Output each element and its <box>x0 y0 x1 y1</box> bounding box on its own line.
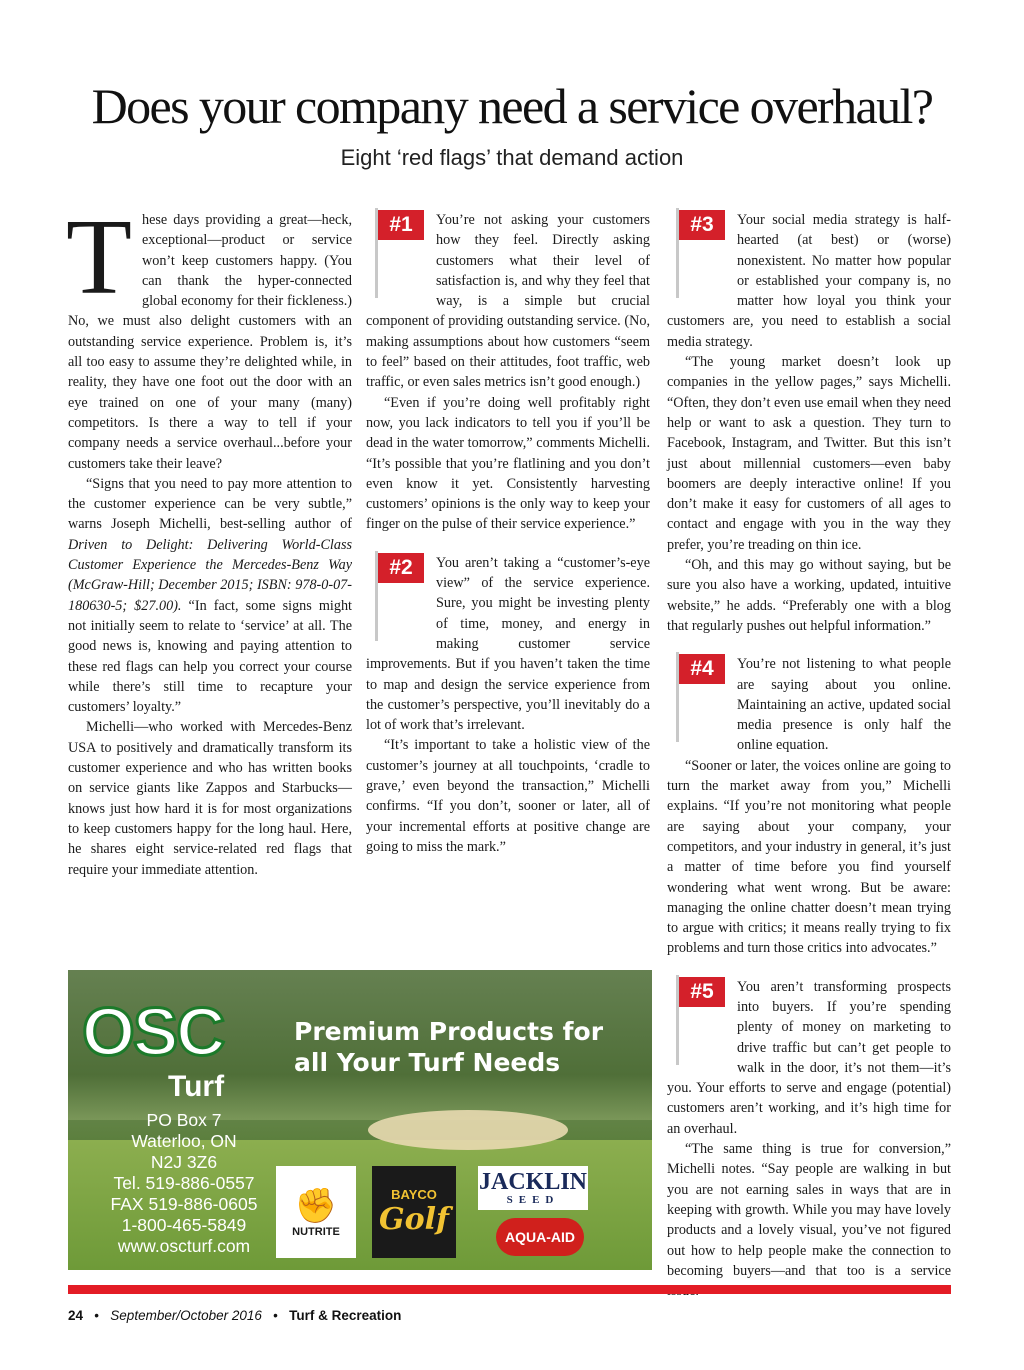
column-2 <box>366 210 650 857</box>
flag-5-quote: “The same thing is true for conversion,” Michelli notes. “Say people are walking in but you are not earning sales in ways that are in keeping with growth. While you may have lovely products and a lovely visual, you’ve not figured out how to help people make the connection to becoming buyers—and that too is a service <box>667 1141 951 1279</box>
ad-background-bunker <box>368 1110 568 1150</box>
intro-paragraph-1 <box>66 198 352 474</box>
flag-3-quote-2: “Oh, and this may go without saying, but be sure you also have a working, updated, intuitive website,” he adds. “Preferably one with a blog that regularly pushes out helpful information.” <box>667 557 951 634</box>
page-number: 24 <box>68 1308 84 1323</box>
page-footer <box>68 1308 401 1323</box>
ad-toll-free: 1-800-465-5849 <box>121 1215 247 1235</box>
intro-text-2c: “In fact, some signs might not initially seem to relate to ‘service’ at all. The good news is, knowing and paying attention to these red flags can help you correct your course while there’s still time to recapture your customers’ loyalty.” <box>68 597 352 716</box>
ad-headline: Premium Products for all Your Turf Needs <box>294 1017 604 1077</box>
red-flag-icon <box>366 549 428 643</box>
osc-turf-advertisement <box>68 970 652 1270</box>
article-title: Does your company need a service overhaul? <box>91 78 933 134</box>
flag-2-text: You aren’t taking a “customer’s-eye view” of the service experience. Sure, you might be investing plenty of time, money, and energy in making customer service improvements. But if you haven’t taken the time to map and design the service experience from the customer’s perspective, you’ll inevitably do a lot of work that’s irrelevant. <box>366 554 650 734</box>
nutrite-label: NUTRITE <box>292 1226 340 1238</box>
footer-red-rule <box>68 1285 951 1294</box>
flag-4-text: You’re not listening to what people are saying about you online. Maintaining an active, updated social media presence is only half the online equation. <box>737 656 951 754</box>
flag-number: #1 <box>389 213 413 236</box>
flag-4-quote: “Sooner or later, the voices online are going to turn the market away from you,” Michelli explains. “If you’re not monitoring what people are saying about your company, your competitors, and your industry in general, it’s just a matter of time before you find yourself wondering what went wrong. But be aware: managing the online chatter doesn’t mean trying to argue with critics; it means really trying to fix problems and turn those critics into advocates.” <box>667 757 951 957</box>
red-flag-section-3 <box>667 210 951 636</box>
ad-po-box: PO Box 7 <box>146 1110 222 1130</box>
red-flag-icon <box>667 650 729 744</box>
drop-cap: T <box>66 198 132 317</box>
osc-logo: OSC <box>82 994 224 1070</box>
ad-website: www.oscturf.com <box>117 1236 251 1256</box>
intro-text-1: hese days providing a great—heck, exceptional—product or service won’t keep customers happy. (You can thank the hyper-connected global economy for their fickleness.) No, we must also delight customers with an outstanding service experience. Problem is, it’s all too easy to assume they’re delighted while, in reality, they have one foot out the door with an eye trained on one of your many (many) competitors. Is there a way to tell if your company needs a service overhaul...before your customers take their leave? <box>68 212 352 472</box>
flag-2-quote: “It’s important to take a holistic view of the customer’s journey at all touchpoints, ‘cradle to grave,’ even beyond the transaction,” Michelli confirms. “If you don’t, sooner or later, all of your incremental efforts at positive change are going to miss the mark.” <box>366 737 650 855</box>
red-flag-section-2 <box>366 553 650 857</box>
column-3 <box>667 210 951 1301</box>
intro-text-2a: “Signs that you need to pay more attention to the customer experience can be very subtle,” warns Joseph Michelli, best-selling author of <box>68 475 352 533</box>
footer-bullet: • <box>273 1308 278 1323</box>
article-subtitle: Eight ‘red flags’ that demand action <box>340 145 684 170</box>
ad-contact-block <box>84 1110 284 1257</box>
ad-city: Waterloo, ON <box>131 1131 237 1151</box>
aqua-aid-logo: AQUA-AID <box>496 1218 584 1256</box>
flag-3-quote: “The young market doesn’t look up companies in the yellow pages,” says Michelli. “Often, they don’t even use email when they need help or want to ask a question. They turn to Facebook, Instagram, and Twitter. But this isn’t just about millennial customers—even baby boomers are deeply interactive online! If you don’t make it easy for customers of all ages to contact and engage with you in the way they prefer, you’re treading on thin ice. <box>667 354 951 553</box>
osc-logo-turf: Turf <box>168 1070 225 1103</box>
red-flag-section-5 <box>667 977 951 1302</box>
red-flag-icon <box>667 206 729 300</box>
bayco-label: BAYCO <box>391 1187 437 1202</box>
bayco-golf-script: Golf <box>379 1202 449 1237</box>
column-1 <box>66 198 352 880</box>
bayco-golf-logo <box>372 1166 456 1258</box>
book-title: Driven to Delight: Delivering World-Class Customer Experience the Mercedes-Benz Way (McGraw-Hill; December 2015; ISBN: 978-0-07-180630-5; $27.00). <box>68 536 352 614</box>
red-flag-section-1 <box>366 210 650 535</box>
nutrite-logo <box>276 1166 356 1258</box>
ad-phone: Tel. 519-886-0557 <box>113 1173 255 1193</box>
flag-number: #5 <box>690 979 714 1003</box>
intro-paragraph-2 <box>68 474 352 718</box>
red-flag-icon <box>667 973 729 1067</box>
intro-paragraph-3: Michelli—who worked with Mercedes-Benz USA to positively and dramatically transform its customer experience and who has written books on service giants like Zappos and Starbucks—knows just how hard it is for most organizations to keep customers happy for the long haul. Here, he shares eight service-related red flags that require your immediate attention. <box>68 719 352 878</box>
issue-date: September/October 2016 <box>110 1308 262 1323</box>
footer-bullet: • <box>94 1308 100 1323</box>
flag-1-quote: “Even if you’re doing well profitably right now, you lack indicators to tell you if you’ll be dead in the water tomorrow,” comments Michelli. “It’s possible that you’re flatlining and you don’t even know it yet. Consistently harvesting customers’ opinions is the only way to keep your finger on the pulse of their service experience.” <box>366 394 650 533</box>
fist-icon: ✊ <box>294 1187 338 1225</box>
flag-5-text: You aren’t transforming prospects into buyers. If you’re spending plenty of money on marketing to drive traffic but can’t get people to walk in the door, it’s not them—it’s you. Your efforts to serve and engage (potential) customers aren’t working, and it’s high time for an overhaul. <box>667 978 951 1137</box>
jacklin-seed-logo <box>478 1166 588 1210</box>
ad-postal-code: N2J 3Z6 <box>150 1152 218 1172</box>
flag-number: #2 <box>389 555 413 579</box>
flag-number: #3 <box>690 213 714 236</box>
flag-number: #4 <box>690 657 714 681</box>
flag-3-text: Your social media strategy is half-hearted (at best) or (worse) nonexistent. No matter how popular or established your company is, no matter how loyal you think your customers are, you need to establish a social media strategy. <box>667 212 951 350</box>
flag-1-text: You’re not asking your customers how they feel. Directly asking customers what their level of satisfaction is, and why they feel that way, is a simple but crucial component of providing outstanding service. (No, making assumptions about how customers “seem to feel” based on their attitudes, foot traffic, web traffic, or even sales metrics isn’t good enough.) <box>366 212 650 391</box>
jacklin-seed-label: SEED <box>506 1194 560 1206</box>
red-flag-section-4 <box>667 654 951 958</box>
publication-name: Turf & Recreation <box>289 1308 402 1323</box>
jacklin-label: JACKLIN <box>478 1169 587 1195</box>
ad-fax: FAX 519-886-0605 <box>110 1194 258 1214</box>
red-flag-icon <box>366 206 428 300</box>
